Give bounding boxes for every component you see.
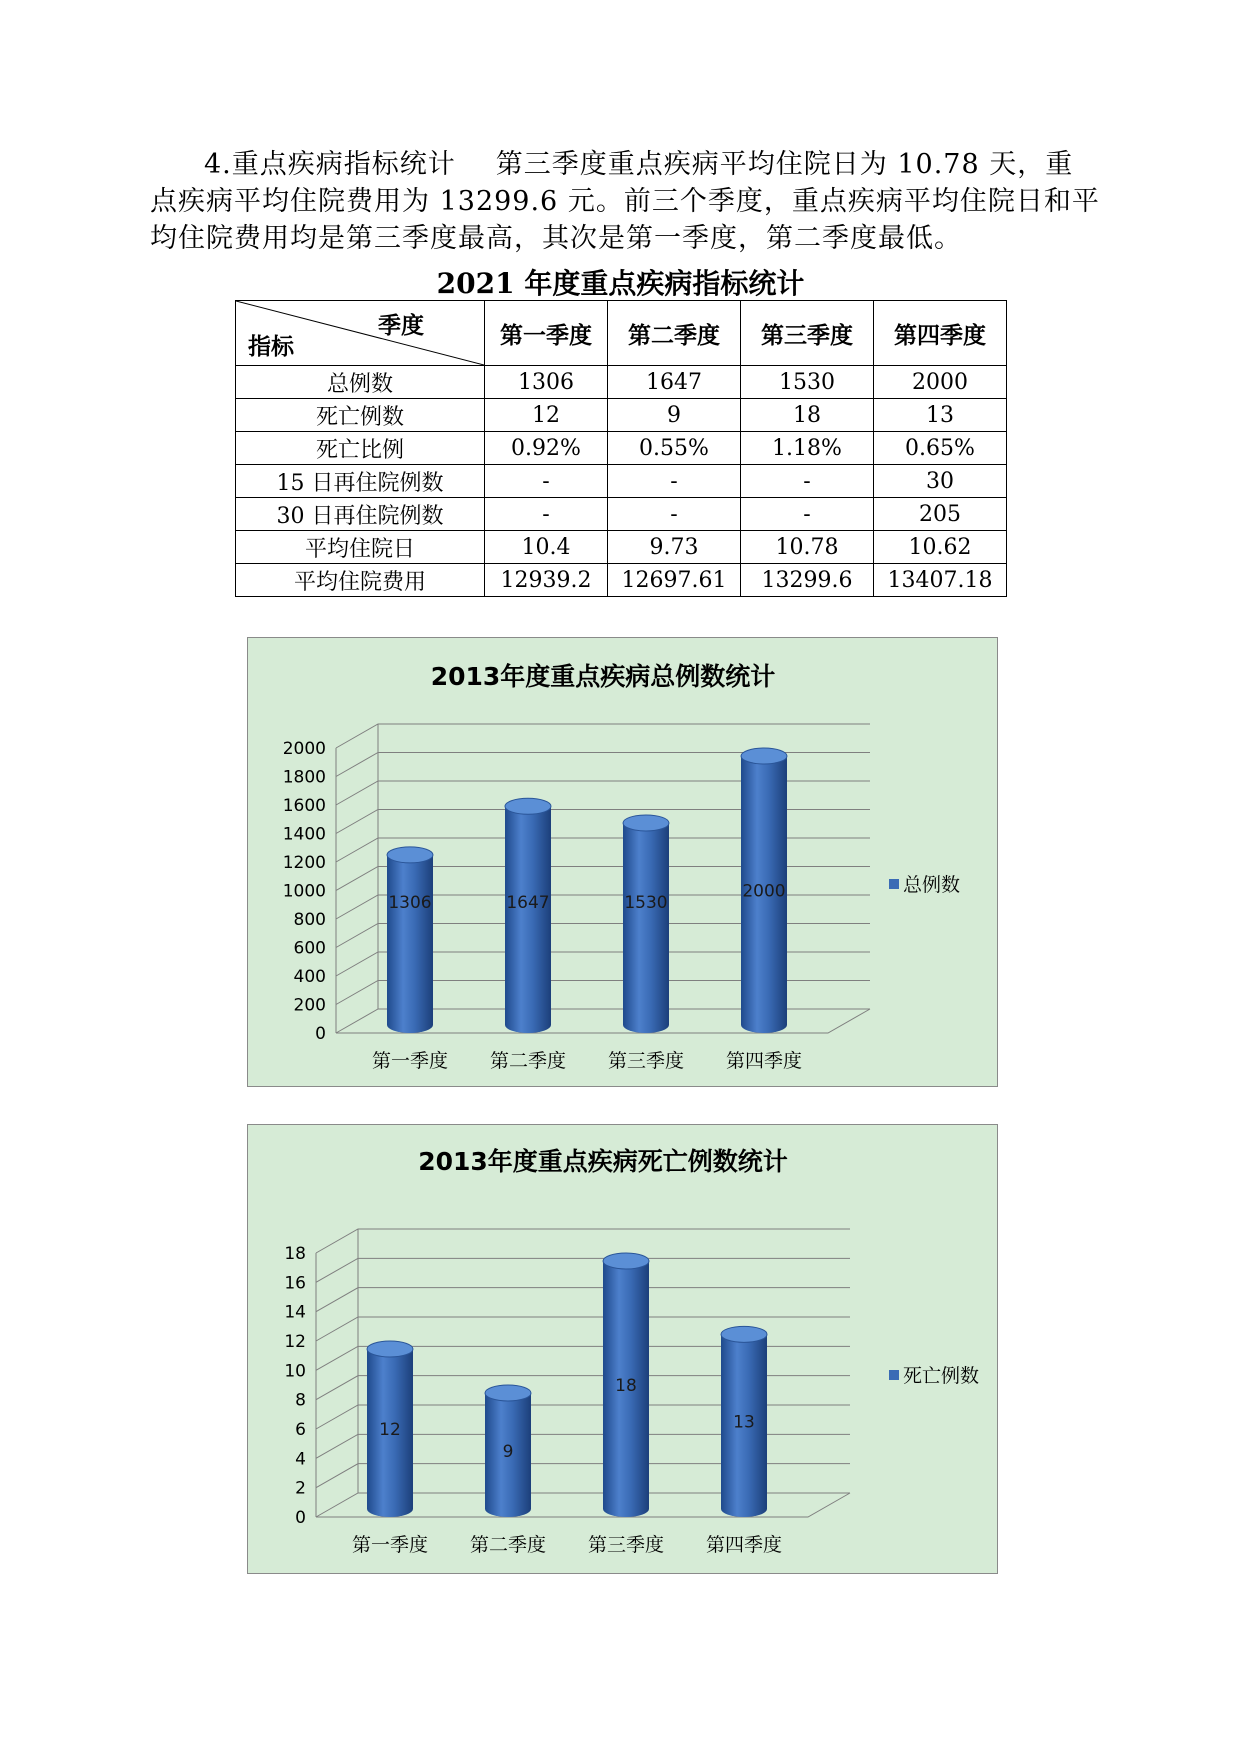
column-header: 第二季度: [608, 301, 741, 366]
table-cell: 12: [485, 399, 608, 432]
y-tick-label: 2000: [282, 739, 326, 759]
x-tick-label: 第三季度: [607, 1050, 685, 1072]
table-cell: 10.62: [874, 531, 1007, 564]
y-tick-label: 0: [295, 1508, 306, 1528]
total-cases-chart-svg: [248, 638, 999, 1088]
bar-body: [387, 855, 433, 1033]
gridline: [336, 781, 870, 805]
y-tick-label: 12: [284, 1332, 306, 1352]
bar-top: [505, 798, 551, 814]
column-header: 第一季度: [485, 301, 608, 366]
table-cell: 0.55%: [608, 432, 741, 465]
chart-title: 2013年度重点疾病死亡例数统计: [418, 1147, 788, 1176]
bar-top: [387, 847, 433, 863]
paragraph-line-3: 均住院费用均是第三季度最高，其次是第一季度，第二季度最低。: [150, 223, 962, 254]
table-cell: 13407.18: [874, 564, 1007, 597]
table-row: [236, 399, 1007, 432]
data-label: 12: [379, 1420, 401, 1440]
y-tick-label: 16: [284, 1273, 306, 1294]
y-tick-label: 1400: [282, 824, 326, 845]
corner-cell: [236, 301, 485, 366]
y-tick-label: 8: [295, 1390, 306, 1411]
table-cell: 13: [874, 399, 1007, 432]
row-label: 总例数: [236, 366, 485, 399]
x-tick-label: 第二季度: [469, 1534, 547, 1556]
bar-top: [485, 1385, 531, 1401]
section-heading: 4.重点疾病指标统计: [204, 149, 456, 180]
bar: [505, 798, 551, 1033]
y-tick-label: 10: [284, 1361, 306, 1382]
table-title: 2021 年度重点疾病指标统计: [436, 267, 805, 300]
y-tick-label: 1600: [282, 796, 326, 816]
table-cell: 10.4: [485, 531, 608, 564]
table-row: [236, 432, 1007, 465]
table-cell: 1.18%: [741, 432, 874, 465]
table-cell: -: [608, 498, 741, 531]
y-tick-label: 4: [295, 1449, 306, 1470]
row-label: 30 日再住院例数: [236, 498, 485, 531]
y-tick-label: 14: [284, 1302, 306, 1323]
bar-body: [623, 823, 669, 1033]
bar: [623, 815, 669, 1033]
legend-swatch: [889, 879, 899, 889]
bar-top: [367, 1341, 413, 1357]
row-label: 死亡比例: [236, 432, 485, 465]
bar-body: [505, 806, 551, 1033]
x-tick-label: 第一季度: [351, 1534, 429, 1556]
gridline: [336, 753, 870, 777]
table-cell: 1530: [741, 366, 874, 399]
column-header: 第四季度: [874, 301, 1007, 366]
table-cell: 30: [874, 465, 1007, 498]
x-tick-label: 第四季度: [725, 1050, 803, 1072]
data-label: 1530: [624, 893, 668, 913]
gridline: [316, 1229, 850, 1253]
death-cases-chart: [247, 1124, 998, 1574]
table-cell: 13299.6: [741, 564, 874, 597]
table-row: [236, 465, 1007, 498]
chart-title: 2013年度重点疾病总例数统计: [430, 662, 776, 691]
y-tick-label: 800: [293, 910, 326, 930]
x-tick-label: 第三季度: [587, 1534, 665, 1556]
table-cell: 1647: [608, 366, 741, 399]
y-tick-label: 2: [295, 1478, 306, 1499]
data-label: 13: [733, 1412, 755, 1433]
table-cell: 10.78: [741, 531, 874, 564]
table-cell: -: [485, 465, 608, 498]
table-cell: 9.73: [608, 531, 741, 564]
table-cell: -: [608, 465, 741, 498]
y-tick-label: 6: [295, 1420, 306, 1440]
gridline: [316, 1317, 850, 1341]
paragraph-line-2: 点疾病平均住院费用为 13299.6 元。前三个季度，重点疾病平均住院日和平: [150, 186, 1100, 217]
bar-top: [741, 748, 787, 764]
gridline: [336, 724, 870, 748]
table-cell: -: [485, 498, 608, 531]
table-cell: 12939.2: [485, 564, 608, 597]
gridline: [316, 1258, 850, 1282]
data-label: 2000: [742, 881, 786, 902]
corner-label-quarter: 季度: [378, 312, 424, 339]
data-label: 18: [615, 1376, 637, 1396]
table-cell: 0.92%: [485, 432, 608, 465]
legend-label: 总例数: [903, 874, 961, 896]
x-tick-label: 第二季度: [489, 1050, 567, 1072]
table-row: [236, 366, 1007, 399]
table-cell: 2000: [874, 366, 1007, 399]
bar-top: [603, 1253, 649, 1269]
row-label: 平均住院日: [236, 531, 485, 564]
legend-swatch: [889, 1370, 899, 1380]
data-label: 1306: [388, 893, 432, 913]
table-cell: 0.65%: [874, 432, 1007, 465]
table-cell: 205: [874, 498, 1007, 531]
y-tick-label: 400: [293, 967, 326, 987]
table-row: [236, 531, 1007, 564]
corner-label-indicator: 指标: [248, 333, 294, 360]
x-tick-label: 第一季度: [371, 1050, 449, 1072]
data-label: 9: [502, 1442, 514, 1462]
column-header: 第三季度: [741, 301, 874, 366]
table-cell: -: [741, 498, 874, 531]
table-header-row: [236, 301, 1007, 366]
row-label: 15 日再住院例数: [236, 465, 485, 498]
paragraph-line-1: 第三季度重点疾病平均住院日为 10.78 天，重: [495, 149, 1074, 180]
legend-label: 死亡例数: [903, 1365, 980, 1387]
row-label: 平均住院费用: [236, 564, 485, 597]
y-tick-label: 600: [293, 938, 326, 959]
bar: [387, 847, 433, 1033]
y-tick-label: 18: [284, 1244, 306, 1264]
y-tick-label: 1200: [282, 853, 326, 873]
table-cell: -: [741, 465, 874, 498]
bar-top: [721, 1326, 767, 1342]
row-label: 死亡例数: [236, 399, 485, 432]
x-tick-label: 第四季度: [705, 1534, 783, 1556]
y-tick-label: 1800: [282, 767, 326, 788]
total-cases-chart: [247, 637, 998, 1087]
intro-paragraph: [150, 146, 1100, 257]
data-label: 1647: [506, 893, 550, 913]
table-row: [236, 498, 1007, 531]
bar-top: [623, 815, 669, 831]
y-tick-label: 1000: [282, 881, 326, 902]
table-cell: 18: [741, 399, 874, 432]
y-tick-label: 200: [293, 995, 326, 1016]
gridline: [316, 1288, 850, 1312]
death-cases-chart-svg: [248, 1125, 999, 1575]
indicator-table: [235, 300, 1007, 597]
y-tick-label: 0: [315, 1024, 326, 1044]
table-cell: 9: [608, 399, 741, 432]
table-row: [236, 564, 1007, 597]
table-cell: 12697.61: [608, 564, 741, 597]
gridline: [336, 810, 870, 834]
table-cell: 1306: [485, 366, 608, 399]
